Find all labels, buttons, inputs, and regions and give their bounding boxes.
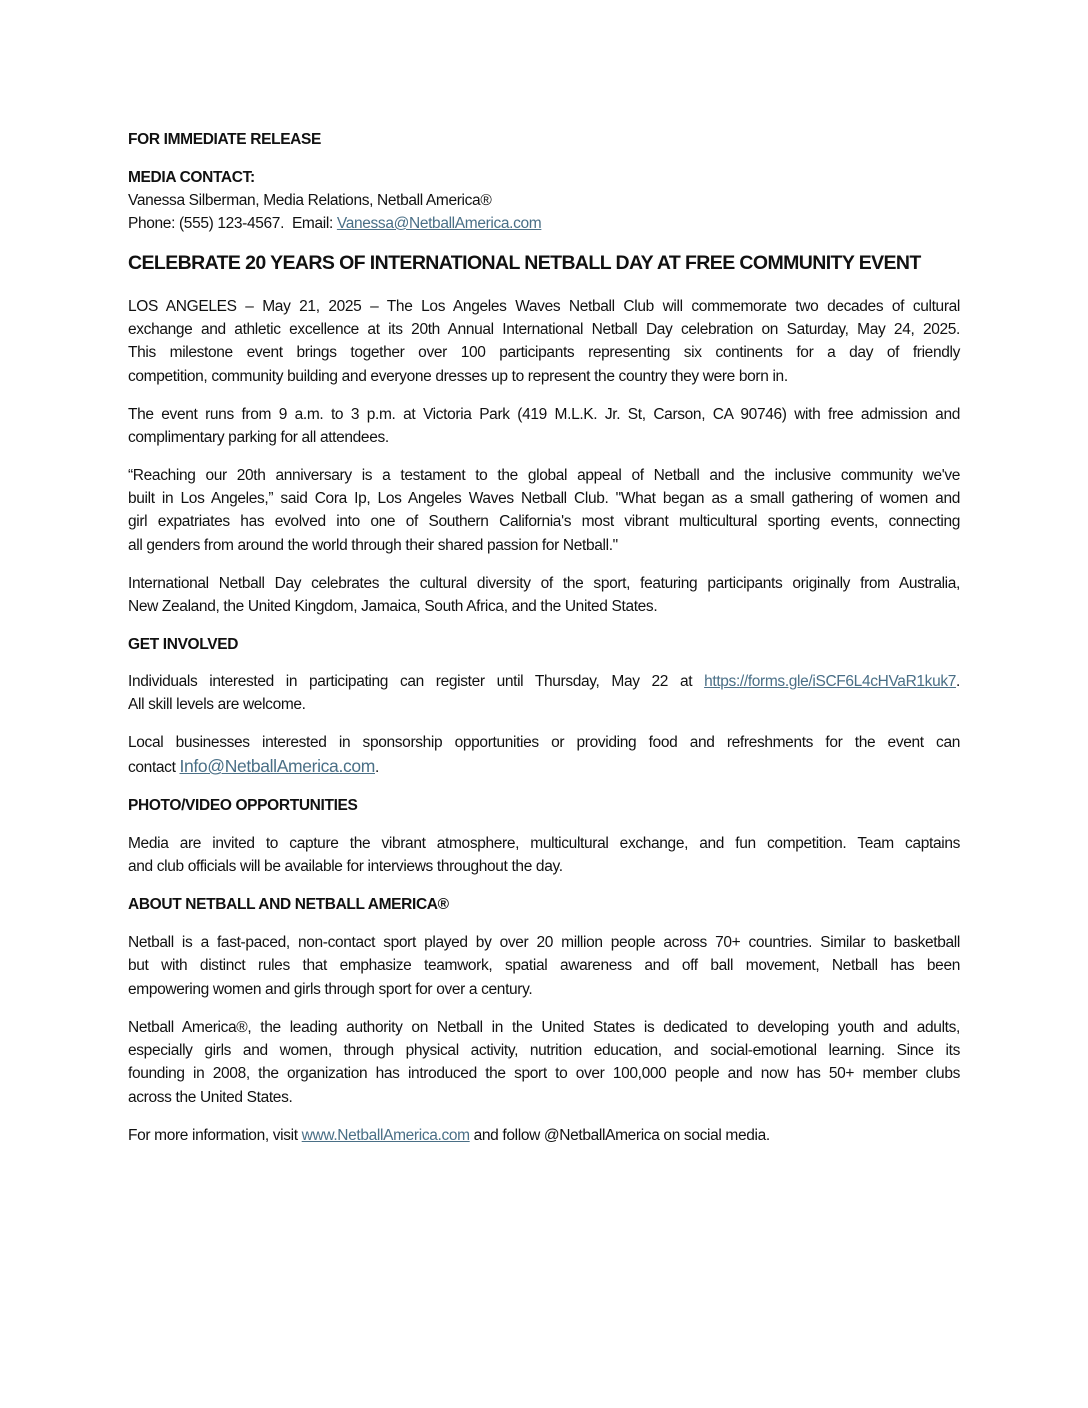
- phone-text: Phone: (555) 123-4567. Email:: [128, 215, 337, 232]
- diversity-line: New Zealand, the United Kingdom, Jamaica, South Africa, and the United States.: [128, 598, 658, 615]
- intro-line: competition, community building and everyone dresses up to represent the country they were born in.: [128, 368, 788, 385]
- photo-heading: PHOTO/VIDEO OPPORTUNITIES: [128, 797, 358, 814]
- photo-line: Media are invited to capture the vibrant atmosphere, multicultural exchange, and fun competition. Team captains: [128, 835, 960, 852]
- quote-line: “Reaching our 20th anniversary is a testament to the global appeal of Netball and the inclusive community we've: [128, 467, 960, 484]
- event-line: complimentary parking for all attendees.: [128, 429, 389, 446]
- about-line: Netball is a fast-paced, non-contact sport played by over 20 million people across 70+ countries. Similar to basketball: [128, 934, 960, 951]
- intro-line: LOS ANGELES – May 21, 2025 – The Los Angeles Waves Netball Club will commemorate two decades of cultural: [128, 298, 960, 315]
- about-line: across the United States.: [128, 1089, 293, 1106]
- register-line: Individuals interested in participating can register until Thursday, May 22 at https://forms.gle/iSCF6L4cHVaR1kuk7.: [128, 673, 960, 690]
- about-line: empowering women and girls through sport for over a century.: [128, 981, 533, 998]
- contact-name: Vanessa Silberman, Media Relations, Netball America®: [128, 192, 492, 209]
- intro-line: This milestone event brings together over 100 participants representing six continents for a day of friendly: [128, 344, 960, 361]
- more-info-line: For more information, visit www.NetballAmerica.com and follow @NetballAmerica on social media.: [128, 1127, 770, 1144]
- about-heading: ABOUT NETBALL AND NETBALL AMERICA®: [128, 896, 449, 913]
- sponsor-line: contact Info@NetballAmerica.com.: [128, 756, 379, 776]
- intro-line: exchange and athletic excellence at its 20th Annual International Netball Day celebration on Saturday, May 24, 2025.: [128, 321, 960, 338]
- photo-line: and club officials will be available for interviews throughout the day.: [128, 858, 563, 875]
- about-line: especially girls and women, through physical activity, nutrition education, and social-emotional learning. Since its: [128, 1042, 960, 1059]
- registration-link[interactable]: https://forms.gle/iSCF6L4cHVaR1kuk7: [704, 673, 957, 690]
- event-line: The event runs from 9 a.m. to 3 p.m. at Victoria Park (419 M.L.K. Jr. St, Carson, CA 90746) with free admission and: [128, 406, 960, 423]
- about-line: founding in 2008, the organization has introduced the sport to over 100,000 people and now has 50+ member clubs: [128, 1065, 960, 1082]
- page-title: CELEBRATE 20 YEARS OF INTERNATIONAL NETBALL DAY AT FREE COMMUNITY EVENT: [128, 252, 921, 274]
- quote-line: girl expatriates has evolved into one of Southern California's most vibrant multicultural sporting events, connecting: [128, 513, 960, 530]
- contact-email-link[interactable]: Vanessa@NetballAmerica.com: [336, 215, 542, 232]
- media-contact-label: MEDIA CONTACT:: [128, 169, 255, 186]
- website-link[interactable]: www.NetballAmerica.com: [301, 1127, 470, 1144]
- get-involved-heading: GET INVOLVED: [128, 636, 239, 653]
- sponsor-line: Local businesses interested in sponsorship opportunities or providing food and refreshments for the event can: [128, 734, 960, 751]
- sponsor-email-link[interactable]: Info@NetballAmerica.com: [179, 756, 375, 776]
- quote-line: all genders from around the world through their shared passion for Netball.": [128, 537, 618, 554]
- register-line: All skill levels are welcome.: [128, 696, 306, 713]
- contact-line: [128, 212, 541, 236]
- quote-line: built in Los Angeles,” said Cora Ip, Los Angeles Waves Netball Club. "What began as a small gathering of women and: [128, 490, 960, 507]
- diversity-line: International Netball Day celebrates the cultural diversity of the sport, featuring participants originally from Australia,: [128, 575, 960, 592]
- about-line: Netball America®, the leading authority on Netball in the United States is dedicated to developing youth and adults,: [128, 1019, 960, 1036]
- about-line: but with distinct rules that emphasize teamwork, spatial awareness and off ball movement, Netball has been: [128, 957, 960, 974]
- release-label: FOR IMMEDIATE RELEASE: [128, 131, 322, 148]
